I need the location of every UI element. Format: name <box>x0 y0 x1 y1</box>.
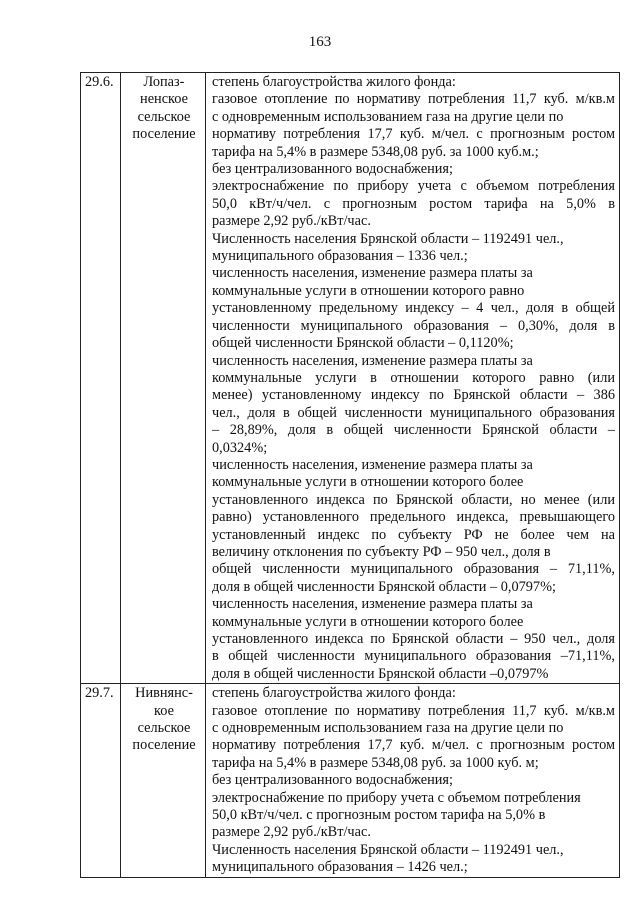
text-line: общей численности муниципального образования – 71,11%, <box>212 561 615 578</box>
text-line: установленного индекса по Брянской области, но менее (или <box>212 491 615 508</box>
text-line: менее) установленному индексу по Брянской области – 386 <box>212 387 615 404</box>
text-line: степень благоустройства жилого фонда: <box>212 685 456 702</box>
text-line: численности муниципального образования – 0,30%, доля в <box>212 317 615 334</box>
text-line: ненское <box>140 91 188 108</box>
page-number: 163 <box>308 34 332 50</box>
text-line: степень благоустройства жилого фонда: <box>212 74 456 90</box>
text-line: 50,0 кВт/ч/чел. с прогнозным ростом тарифа на 5,0% в <box>212 195 615 212</box>
text-line: установленного индекса по Брянской области – 950 чел., доля <box>212 631 615 647</box>
text-line: поселение <box>132 737 196 754</box>
text-line: с одновременным использованием газа на другие цели по <box>212 108 564 125</box>
text-line: коммунальные услуги в отношении которого равно <box>212 282 525 299</box>
text-line: установленный индекс по субъекту РФ не более чем на <box>212 526 615 543</box>
text-line: общей численности Брянской области – 0,1120%; <box>212 335 514 352</box>
settlement-name <box>121 73 206 684</box>
text-line: без централизованного водоснабжения; <box>212 772 453 789</box>
text-line: нормативу потребления 17,7 куб. м/чел. с прогнозным ростом <box>212 737 615 754</box>
text-line: электроснабжение по прибору учета с объемом потребления <box>212 789 581 806</box>
text-line: равно) установленного предельного индекса, превышающего <box>212 509 615 526</box>
text-line: тарифа на 5,4% в размере 5348,08 руб. за 1000 куб. м; <box>212 754 539 771</box>
text-line: чел., доля в общей численности муниципального образования <box>212 404 615 421</box>
text-line: сельское <box>137 720 191 737</box>
text-line: доля в общей численности Брянской области – 0,0797%; <box>212 578 556 595</box>
text-line: кое <box>154 702 174 719</box>
text-line: Нивнянс- <box>135 685 193 702</box>
settlement-name <box>121 684 206 877</box>
text-line: размере 2,92 руб./кВт/час. <box>212 213 371 230</box>
text-line: – 28,89%, доля в общей численности Брянской области – <box>212 422 615 439</box>
text-line: Численность населения Брянской области – 1192491 чел., <box>212 230 564 247</box>
text-line: Численность населения Брянской области – 1192491 чел., <box>212 841 564 858</box>
text-line: 0,0324%; <box>212 439 268 456</box>
text-line: коммунальные услуги в отношении которого равно (или <box>212 369 615 386</box>
text-line: численность населения, изменение размера платы за <box>212 456 533 473</box>
table-row <box>81 684 620 877</box>
text-line: численность населения, изменение размера платы за <box>212 352 533 369</box>
text-line: 50,0 кВт/ч/чел. с прогнозным ростом тарифа на 5,0% в <box>212 807 546 824</box>
text-line: коммунальные услуги в отношении которого более <box>212 613 524 630</box>
text-line: тарифа на 5,4% в размере 5348,08 руб. за 1000 куб.м.; <box>212 143 539 160</box>
text-line: величину отклонения по субъекту РФ – 950 чел., доля в <box>212 543 551 560</box>
text-line: коммунальные услуги в отношении которого более <box>212 474 524 491</box>
text-line: сельское <box>137 108 191 125</box>
text-line: с одновременным использованием газа на другие цели по <box>212 720 564 737</box>
text-line: в общей численности муниципального образования –71,11%, <box>212 648 615 665</box>
row-number: 29.6. <box>81 73 121 684</box>
tariff-table <box>80 72 620 878</box>
text-line: газовое отопление по нормативу потребления 11,7 куб. м/кв.м <box>212 91 615 108</box>
text-line: газовое отопление по нормативу потребления 11,7 куб. м/кв.м <box>212 702 615 719</box>
row-description <box>206 73 620 684</box>
text-line: муниципального образования – 1426 чел.; <box>212 859 468 876</box>
text-line: доля в общей численности Брянской области –0,0797% <box>212 665 549 682</box>
text-line: муниципального образования – 1336 чел.; <box>212 248 468 265</box>
text-line: Лопаз- <box>143 74 185 90</box>
text-line: численность населения, изменение размера платы за <box>212 265 533 282</box>
row-description <box>206 684 620 877</box>
text-line: без централизованного водоснабжения; <box>212 161 453 178</box>
text-line: поселение <box>132 126 196 143</box>
text-line: нормативу потребления 17,7 куб. м/чел. с прогнозным ростом <box>212 126 615 143</box>
text-line: электроснабжение по прибору учета с объемом потребления <box>212 178 615 195</box>
text-line: установленному предельному индексу – 4 чел., доля в общей <box>212 300 615 317</box>
row-number: 29.7. <box>81 684 121 877</box>
text-line: размере 2,92 руб./кВт/час. <box>212 824 371 841</box>
table-row <box>81 73 620 684</box>
table-body <box>81 73 620 878</box>
text-line: численность населения, изменение размера платы за <box>212 596 533 613</box>
